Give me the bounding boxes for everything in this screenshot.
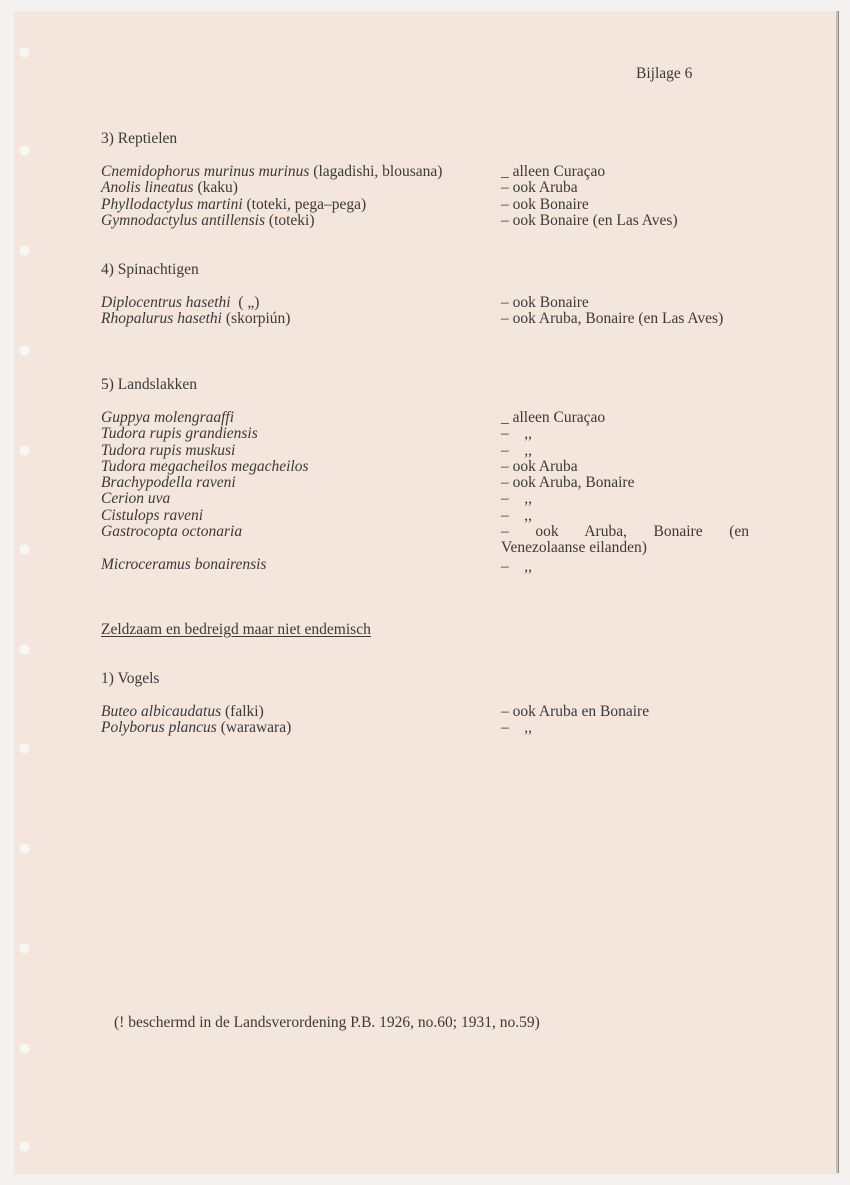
punch-hole-icon — [19, 445, 30, 456]
section-heading-vogels: 1) Vogels — [101, 670, 160, 687]
punch-hole-icon — [19, 1141, 30, 1152]
species-list-vogels — [101, 704, 291, 737]
rare-section-title: Zeldzaam en bedreigd maar niet endemisch — [101, 621, 371, 638]
species-entry: Phyllodactylus martini (toteki, pega–pega) — [101, 195, 367, 213]
species-entry: Cnemidophorus murinus murinus (lagadishi, blousana) — [101, 163, 443, 180]
distribution-entry: – ,, — [501, 490, 532, 508]
punch-hole-icon — [19, 1043, 30, 1054]
species-entry: Gastrocopta octonaria — [101, 523, 243, 541]
species-entry: Diplocentrus hasethi ( „) — [101, 294, 260, 311]
distribution-entry: – ook Aruba, Bonaire — [501, 474, 635, 492]
species-entry: Brachypodella raveni — [101, 474, 236, 492]
punch-hole-icon — [19, 544, 30, 555]
punch-hole-icon — [19, 943, 30, 954]
species-entry: Rhopalurus hasethi (skorpiún) — [101, 310, 291, 328]
distribution-list-vogels — [501, 704, 649, 737]
species-entry: Tudora megacheilos megacheilos — [101, 457, 309, 475]
distribution-entry: – ook Bonaire — [501, 294, 589, 311]
punch-hole-icon — [19, 47, 30, 58]
species-entry: Microceramus bonairensis — [101, 555, 267, 573]
footnote: (! beschermd in de Landsverordening P.B. 1926, no.60; 1931, no.59) — [114, 1014, 540, 1031]
species-entry: Polyborus plancus (warawara) — [101, 719, 292, 737]
section-heading-landslakken: 5) Landslakken — [101, 376, 197, 393]
distribution-entry: – ,, — [501, 506, 532, 524]
species-entry: Gymnodactylus antillensis (toteki) — [101, 211, 315, 229]
species-list-landslakken — [101, 410, 309, 573]
species-list-reptielen — [101, 164, 442, 229]
species-entry: Cistulops raveni — [101, 506, 204, 524]
section-heading-spinachtigen: 4) Spinachtigen — [101, 261, 199, 278]
punch-hole-icon — [19, 245, 30, 256]
distribution-entry-continued: Venezolaanse eilanden) — [501, 539, 647, 557]
distribution-list-spinachtigen — [501, 295, 723, 328]
punch-hole-icon — [19, 843, 30, 854]
distribution-entry: – ook Aruba en Bonaire — [501, 703, 650, 720]
distribution-entry: – ,, — [501, 441, 532, 459]
section-heading-reptielen: 3) Reptielen — [101, 130, 178, 147]
distribution-entry: – ook Aruba, Bonaire (en — [501, 523, 749, 541]
distribution-entry: – ook Aruba — [501, 457, 578, 475]
distribution-entry: – ook Bonaire — [501, 195, 589, 213]
species-entry: Tudora rupis grandiensis — [101, 425, 258, 443]
punch-hole-icon — [19, 743, 30, 754]
distribution-entry: – ook Aruba, Bonaire (en Las Aves) — [501, 310, 724, 328]
distribution-entry: – ,, — [501, 719, 532, 737]
distribution-entry: – ook Aruba — [501, 179, 578, 197]
punch-hole-icon — [19, 644, 30, 655]
distribution-entry: _ alleen Curaçao — [501, 409, 606, 426]
punch-hole-icon — [19, 345, 30, 356]
distribution-entry: – ook Bonaire (en Las Aves) — [501, 211, 678, 229]
distribution-entry: – ,, — [501, 557, 532, 575]
species-entry: Buteo albicaudatus (falki) — [101, 703, 264, 720]
distribution-list-landslakken — [501, 410, 749, 575]
distribution-entry: _ alleen Curaçao — [501, 163, 606, 180]
species-list-spinachtigen — [101, 295, 290, 328]
species-entry: Tudora rupis muskusi — [101, 441, 236, 459]
punch-hole-icon — [19, 145, 30, 156]
species-entry: Anolis lineatus (kaku) — [101, 179, 238, 197]
species-entry: Cerion uva — [101, 490, 171, 508]
appendix-label: Bijlage 6 — [636, 65, 693, 82]
distribution-entry: – ,, — [501, 425, 532, 443]
distribution-list-reptielen — [501, 164, 678, 229]
species-entry: Guppya molengraaffi — [101, 409, 235, 426]
